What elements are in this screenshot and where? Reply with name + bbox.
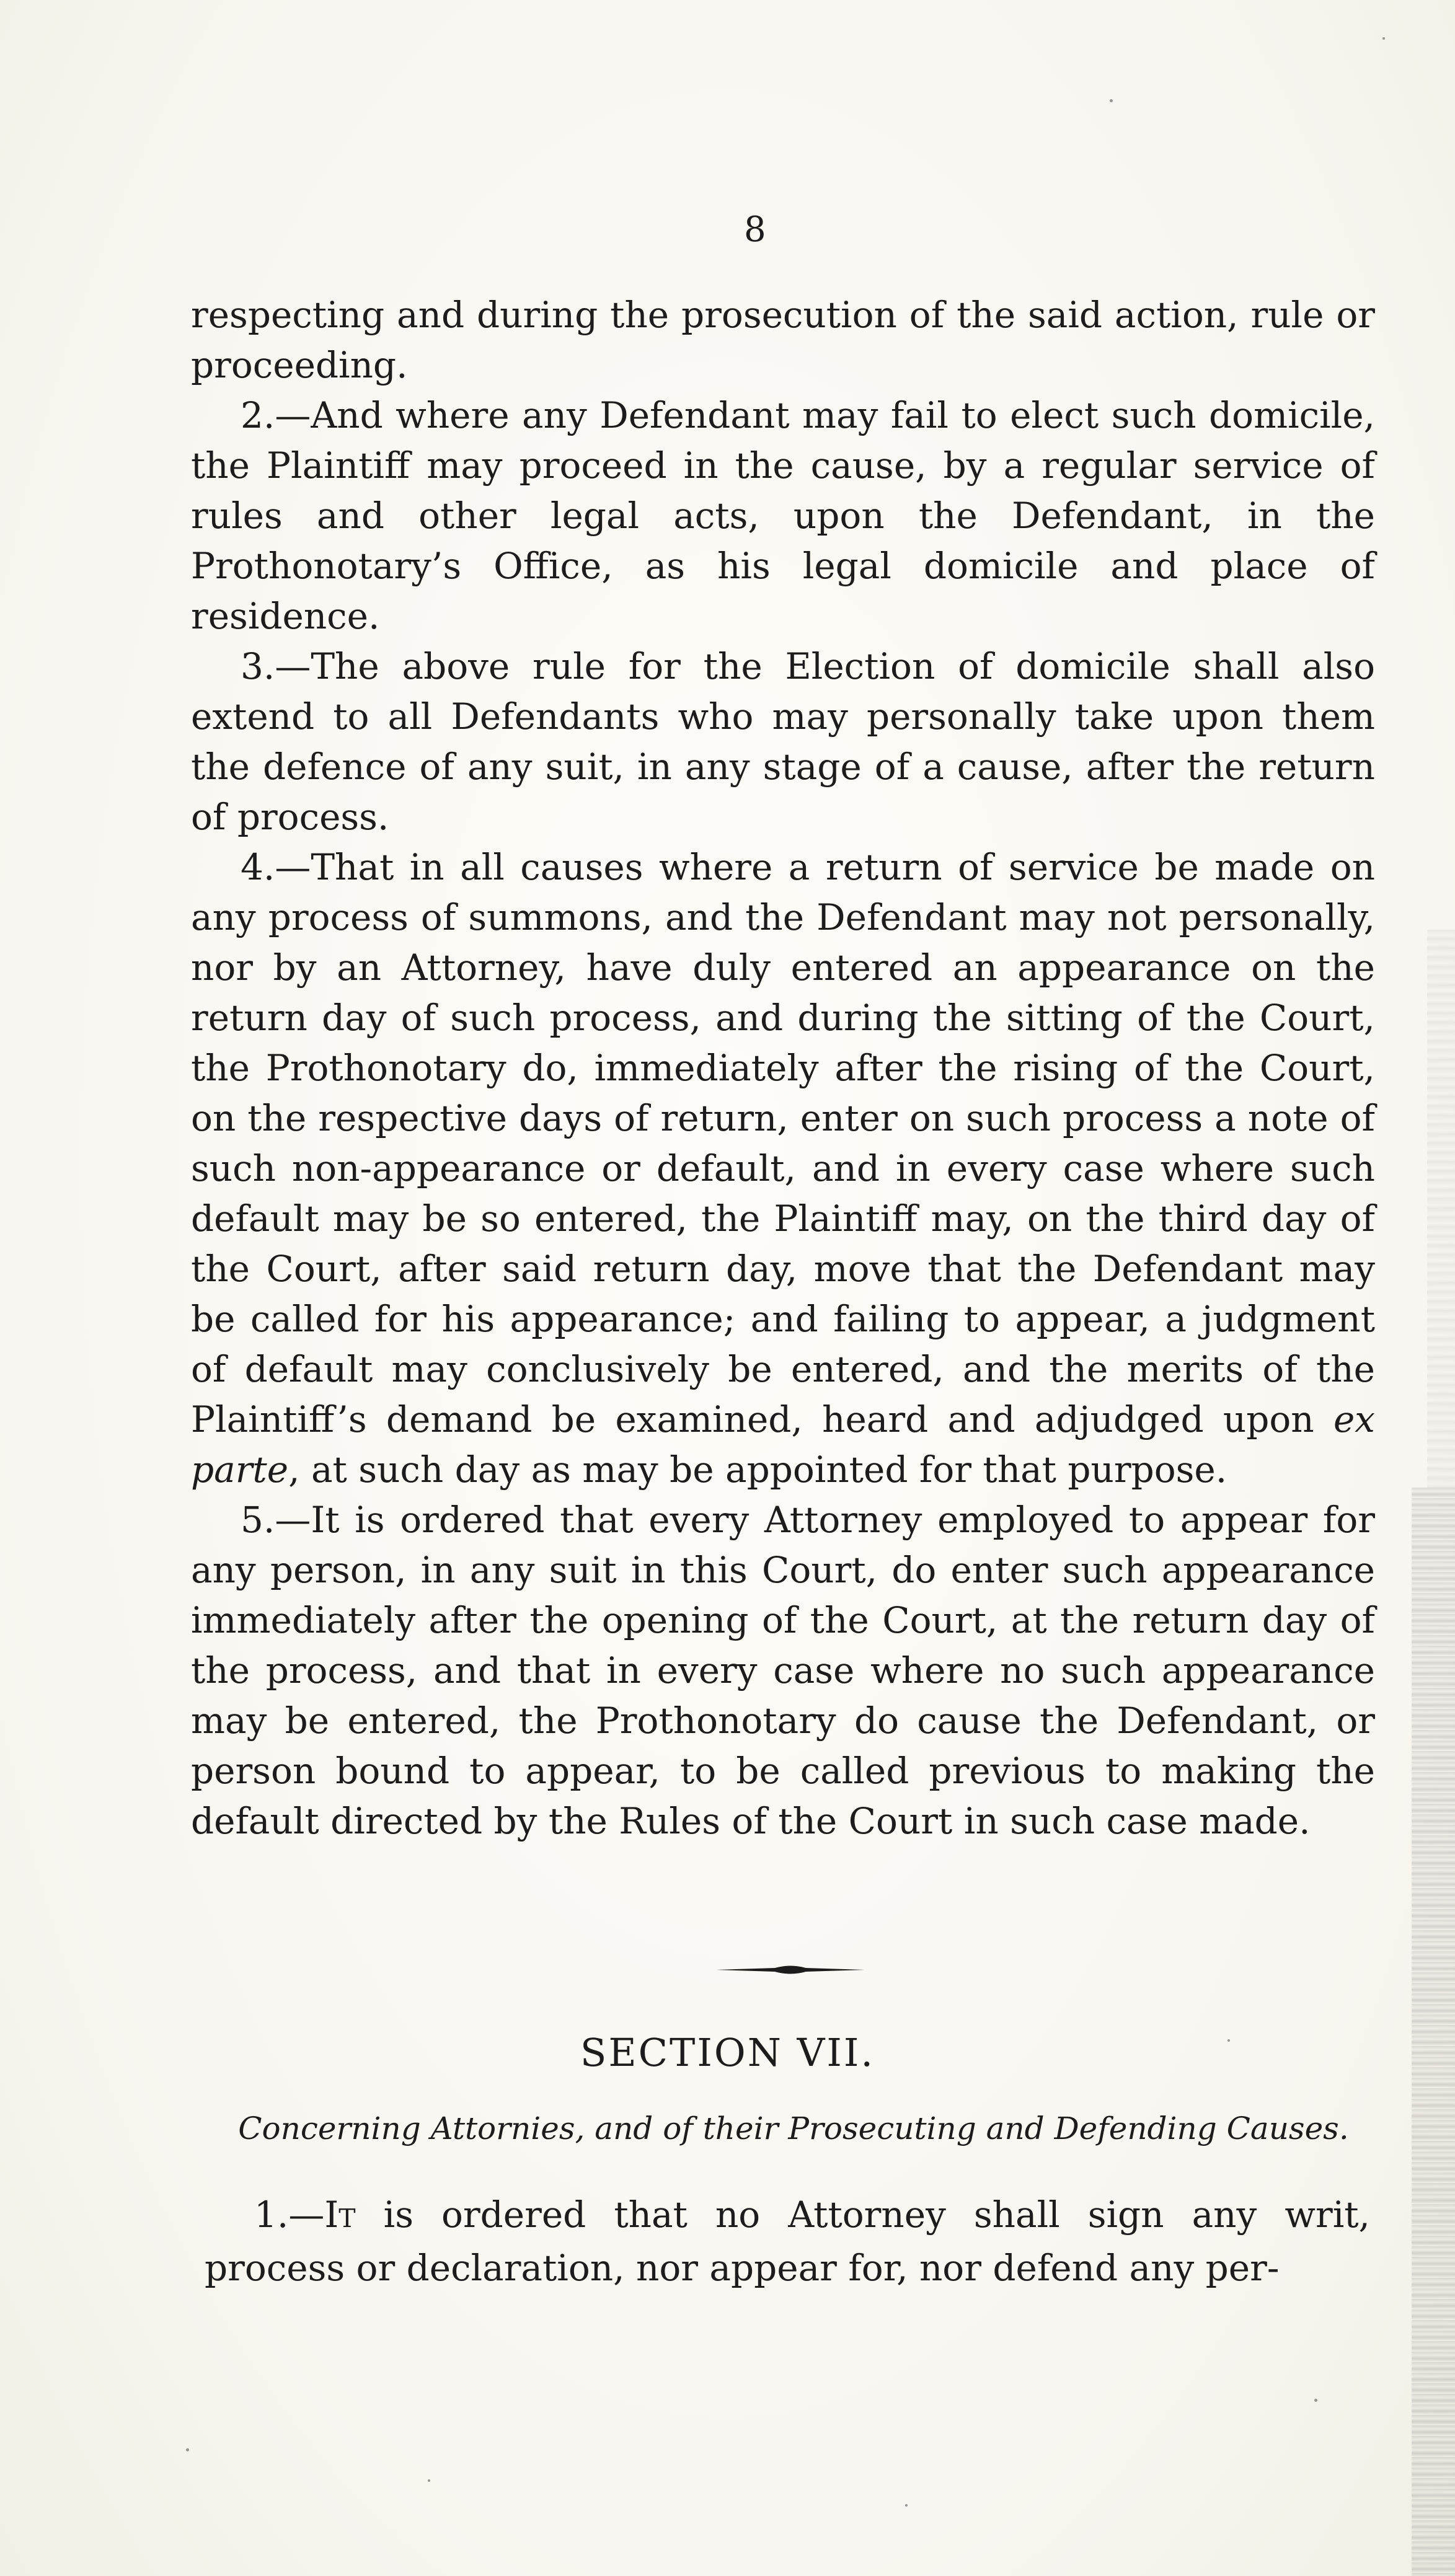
- rule-4-text: 4.—That in all causes where a return of service be made on any process of summons, and the Defendant may not personally, nor by an Attorney, have duly entered an appearance on the return day of such process, and during the sitting of the Court, the Prothonotary do, immediately after the rising of the Court, on the respective days of return, enter on such process a note of such non-appearance or default, and in every case where such default may be so entered, the Plaintiff may, on the third day of the Court, after said return day, move that the Defendant may be called for his appearance; and failing to appear, a judgment of default may conclusively be entered, and the merits of the Plaintiff’s demand be examined, heard and adjudged upon: [191, 846, 1375, 1440]
- section-title: SECTION VII.: [580, 2030, 875, 2075]
- scan-speck: [1314, 2399, 1317, 2402]
- paragraph-rule-4: [191, 842, 1375, 1495]
- section-rule-1-lead: It: [324, 2194, 356, 2236]
- rule-4-text-end: , at such day as may be appointed for that purpose.: [288, 1449, 1227, 1491]
- scan-speck: [1227, 2039, 1230, 2042]
- scan-speck: [905, 2504, 908, 2507]
- section-subtitle: Concerning Attornies, and of their Prosecuting and Defending Causes.: [238, 2111, 1349, 2146]
- ex-parte-italic: ex parte: [191, 1398, 1375, 1491]
- scan-speck: [1382, 37, 1385, 40]
- page-edge-shadow-upper: [1427, 930, 1455, 1488]
- ornament-rule: [716, 1964, 865, 1976]
- scan-speck: [1110, 99, 1113, 102]
- paragraph-rule-3: 3.—The above rule for the Election of domicile shall also extend to all Defendants who may personally take upon them the defence of any suit, in any stage of a cause, after the return of process.: [191, 645, 1375, 838]
- rules-text: [191, 290, 1375, 1846]
- section-rule-1-number: 1.—: [254, 2194, 325, 2236]
- section-body: [205, 2188, 1370, 2295]
- paragraph-continuation: respecting and during the prosecution of the said action, rule or proceeding.: [191, 294, 1375, 386]
- page-number: 8: [744, 210, 766, 250]
- paragraph-rule-5: 5.—It is ordered that every Attorney employed to appear for any person, in any suit in this Court, do enter such appearance immediately after the opening of the Court, at the return day of the process, and that in every case where no such appearance may be entered, the Prothonotary do cause the Defendant, or person bound to appear, to be called previous to making the default directed by the Rules of the Court in such case made.: [191, 1499, 1375, 1842]
- section-rule-1: [205, 2188, 1370, 2295]
- scan-speck: [186, 2448, 189, 2451]
- scan-speck: [428, 2479, 430, 2482]
- paragraph-rule-2: 2.—And where any Defendant may fail to elect such domicile, the Plaintiff may proceed in the cause, by a regular service of rules and other legal acts, upon the Defendant, in the Prothonotary’s Office, as his legal domicile and place of residence.: [191, 394, 1375, 637]
- section-rule-1-text: is ordered that no Attorney shall sign any writ, process or declaration, nor appear for, nor defend any per-: [205, 2194, 1370, 2289]
